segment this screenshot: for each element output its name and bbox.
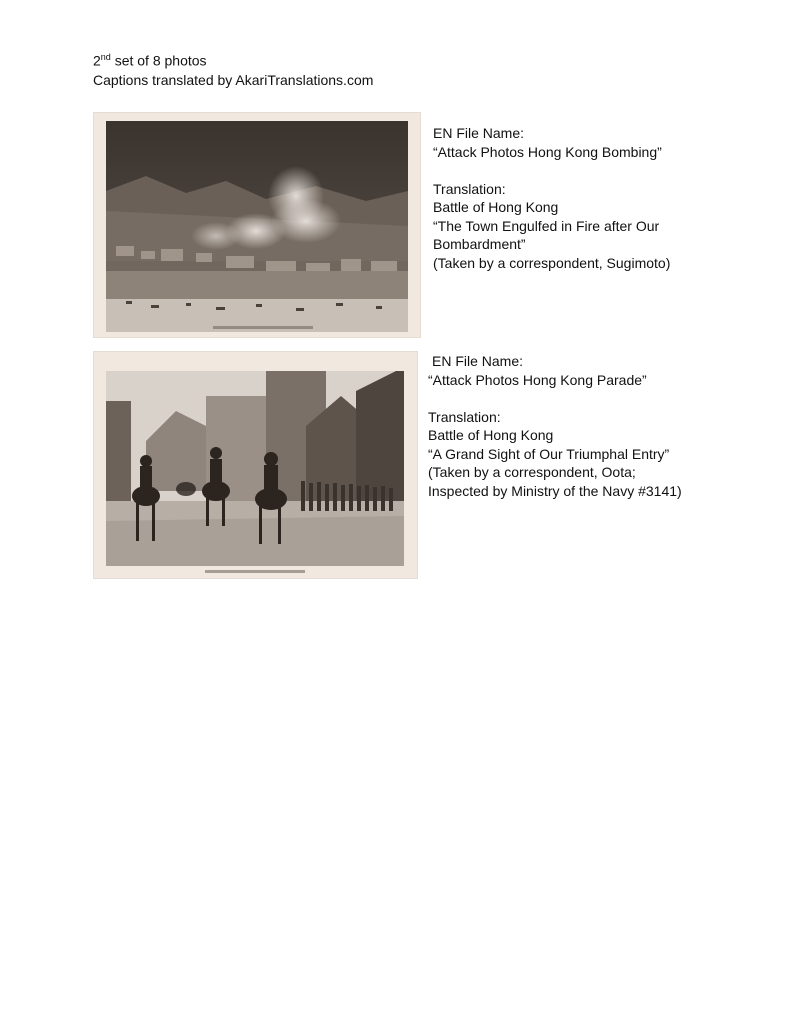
translation-line: Bombardment” [433, 236, 526, 252]
en-file-name: “Attack Photos Hong Kong Parade” [428, 371, 647, 388]
translation-label: Translation: [428, 408, 501, 425]
photo-parade [93, 351, 418, 579]
caption-parade [428, 352, 682, 500]
caption-bombing [433, 124, 670, 272]
credits-line: Captions translated by AkariTranslations.com [93, 71, 374, 88]
photo-parade-image [106, 371, 404, 566]
photo-bombing-image [106, 121, 408, 332]
translation-label: Translation: [433, 180, 506, 197]
photo-bombing-print-caption [213, 326, 313, 329]
translation-line: (Taken by a correspondent, Oota; [428, 464, 636, 480]
translation-line: Battle of Hong Kong [428, 427, 554, 443]
translation-line: Inspected by Ministry of the Navy #3141) [428, 482, 682, 499]
photo-parade-print-caption [205, 570, 305, 573]
en-file-name: “Attack Photos Hong Kong Bombing” [433, 143, 662, 160]
set-number: 2 [93, 52, 101, 69]
parade-illustration [106, 371, 404, 566]
translation-line: “A Grand Sight of Our Triumphal Entry” [428, 445, 670, 462]
city-smoke-illustration [106, 121, 408, 332]
translation-line: “The Town Engulfed in Fire after Our [433, 217, 660, 234]
translation-line: Battle of Hong Kong [433, 199, 559, 215]
en-file-label: EN File Name: [432, 353, 524, 369]
set-number-suffix: nd [100, 52, 111, 62]
en-file-label: EN File Name: [433, 125, 525, 141]
photo-bombing [93, 112, 421, 338]
set-title-rest: set of 8 photos [110, 52, 207, 69]
page-header [93, 48, 373, 90]
set-title [93, 48, 373, 71]
translation-line: (Taken by a correspondent, Sugimoto) [433, 254, 671, 271]
